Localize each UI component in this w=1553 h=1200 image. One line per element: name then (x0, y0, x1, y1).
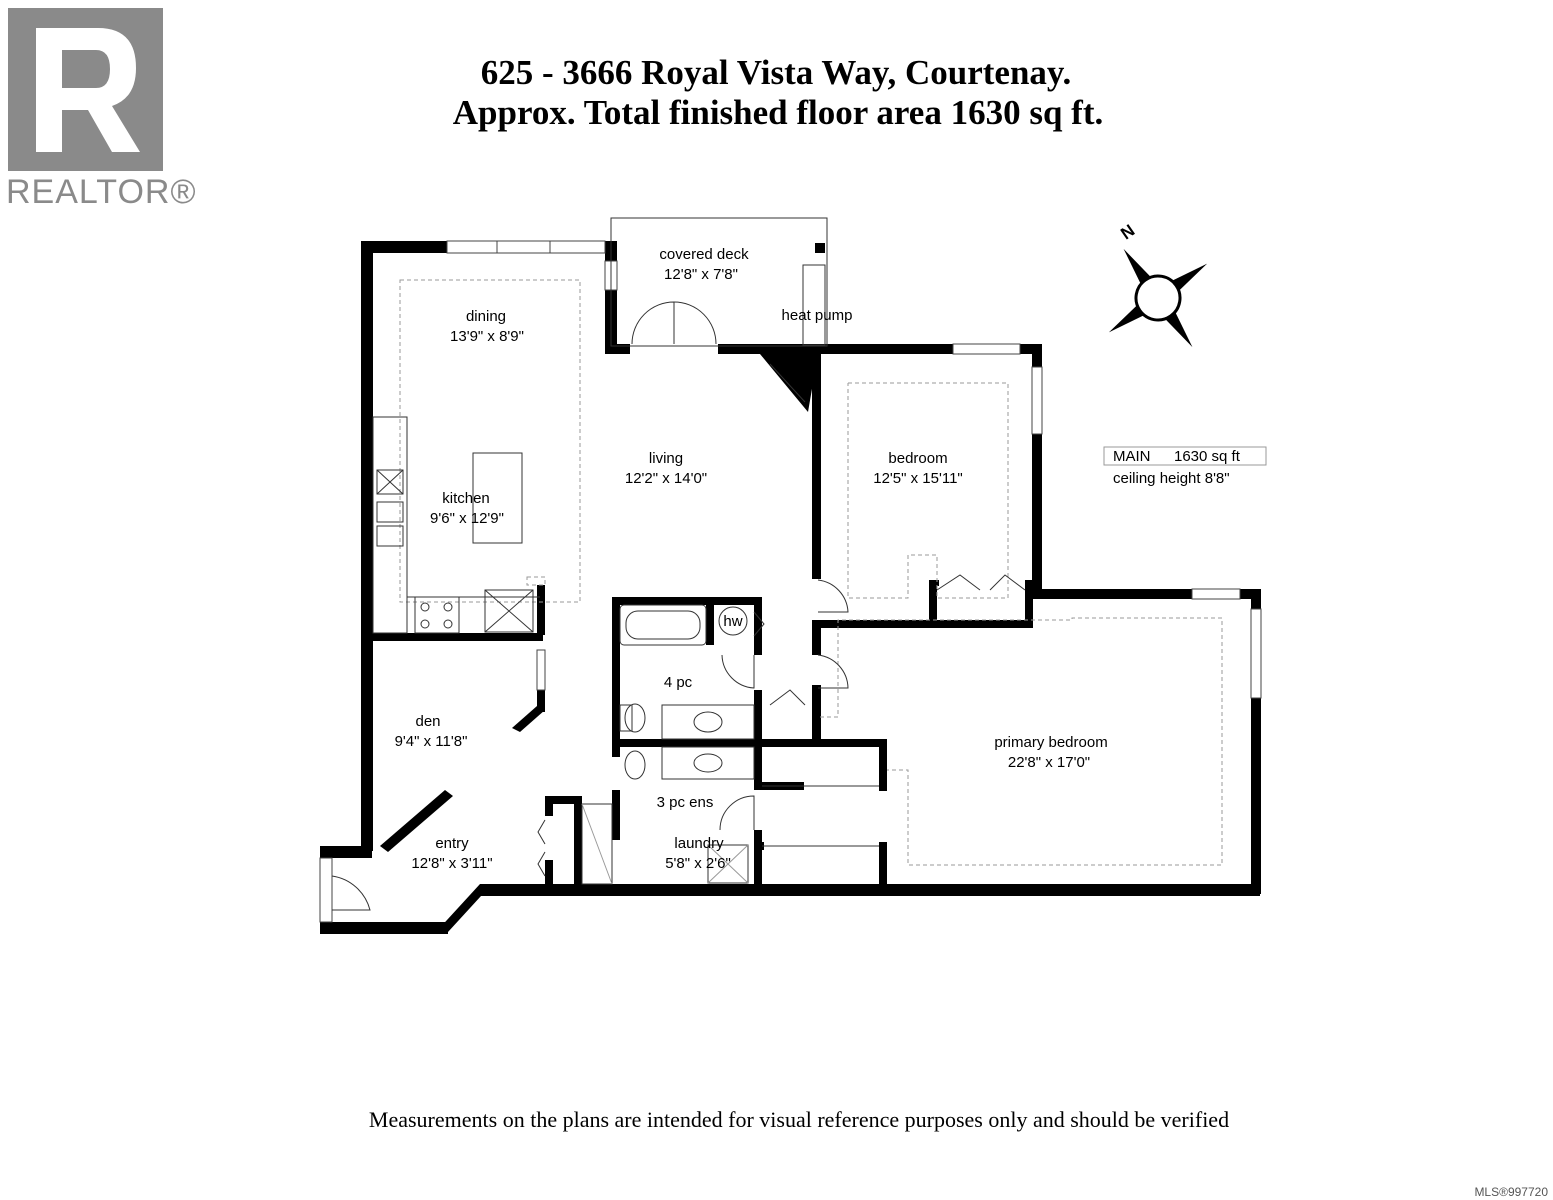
heat-pump-label: heat pump (781, 307, 853, 324)
hot-water-tank-label: hw (723, 613, 743, 630)
room-size: 9'4" x 11'8" (394, 733, 468, 750)
disclaimer: Measurements on the plans are intended for visual reference purposes only and should be verified (368, 1107, 1230, 1132)
room-size: 9'6" x 12'9" (430, 510, 504, 527)
room-size: 12'8" x 3'11" (411, 855, 493, 872)
room-size: 13'9" x 8'9" (450, 328, 524, 345)
page-title: 625 - 3666 Royal Vista Way, Courtenay. (480, 53, 1072, 92)
realtor-wordmark: REALTOR® (6, 173, 197, 211)
room-size: 12'2" x 14'0" (624, 470, 708, 487)
three-pc-ensuite-label: 3 pc ens (656, 794, 714, 811)
mls-number: MLS®997720 (1474, 1185, 1548, 1199)
room-label-den (395, 713, 468, 750)
room-name: entry (435, 835, 469, 852)
room-label-entry (411, 835, 492, 872)
room-label-kitchen (430, 490, 504, 527)
ceiling-height: ceiling height 8'8" (1113, 470, 1230, 487)
room-label-dining (450, 308, 524, 345)
room-name: primary bedroom (994, 734, 1108, 751)
room-label-primary-bedroom (994, 734, 1107, 771)
room-name: living (648, 450, 684, 467)
room-label-bedroom (873, 450, 963, 487)
floor-info (1104, 447, 1266, 487)
compass-north-label: N (1117, 220, 1139, 244)
room-size: 5'8" x 2'6" (665, 855, 731, 872)
room-size: 12'5" x 15'11" (873, 470, 963, 487)
room-size: 22'8" x 17'0" (1007, 754, 1091, 771)
room-name: bedroom (888, 450, 948, 467)
compass-rose-icon (1074, 214, 1241, 381)
room-label-laundry (665, 835, 731, 872)
room-name: covered deck (659, 246, 749, 263)
room-name: laundry (674, 835, 724, 852)
floor-level: MAIN (1113, 448, 1151, 465)
room-name: den (415, 713, 441, 730)
room-name: dining (465, 308, 507, 325)
room-label-living (625, 450, 707, 487)
room-label-covered-deck (659, 246, 749, 283)
realtor-logo (6, 8, 197, 211)
floor-area: 1630 sq ft (1174, 448, 1240, 465)
page-subtitle: Approx. Total finished floor area 1630 sq ft. (452, 93, 1104, 132)
four-pc-bath-label: 4 pc (663, 674, 693, 691)
room-name: kitchen (442, 490, 490, 507)
room-size: 12'8" x 7'8" (664, 266, 738, 283)
